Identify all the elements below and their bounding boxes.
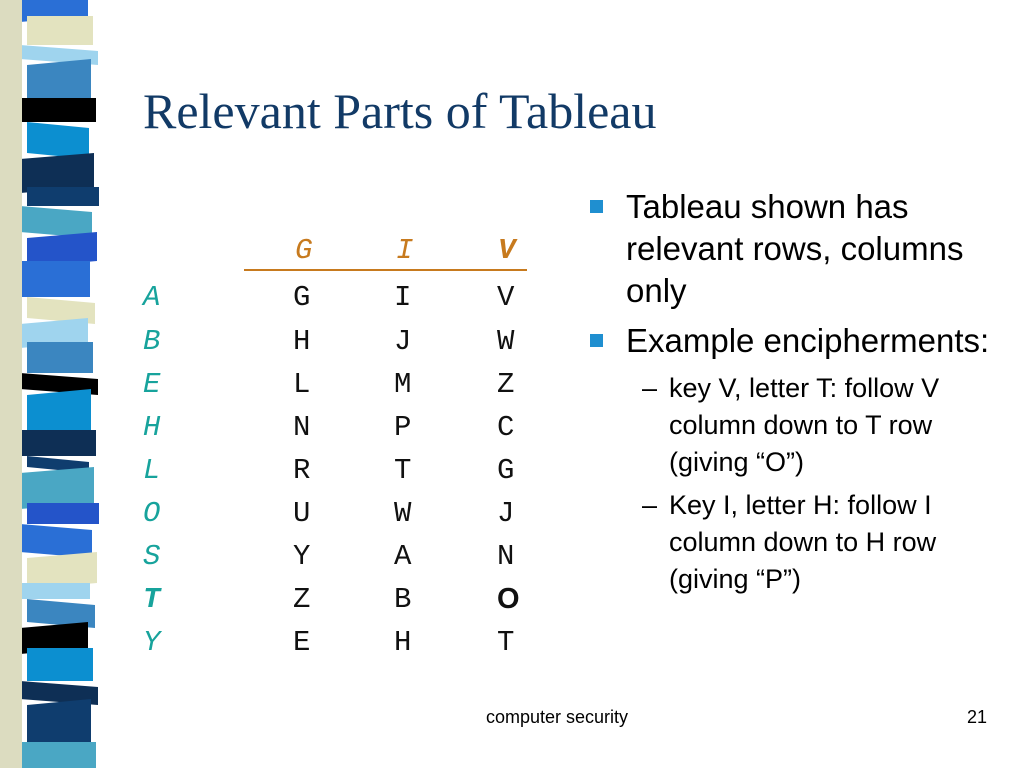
bullet-item [588,186,998,312]
table-cell: U [293,497,311,530]
column-header-g: G [295,234,313,267]
column-header-i: I [396,234,414,267]
table-cell: Z [497,368,515,401]
sub-bullet-item [588,487,998,598]
table-cell: V [497,281,515,314]
table-cell: R [293,454,311,487]
header-rule [244,269,527,271]
decorative-stripe [0,0,120,768]
sub-bullet-item [588,370,998,481]
row-key-e: E [143,368,161,401]
table-cell: B [394,583,412,616]
row-key-l: L [143,454,161,487]
table-cell: I [394,281,412,314]
table-cell: W [394,497,412,530]
table-cell: T [497,626,515,659]
table-cell: M [394,368,412,401]
row-key-y: Y [143,626,161,659]
dash-bullet-icon: – [642,373,658,403]
page-number: 21 [967,707,988,727]
column-header-v: V [498,234,516,267]
bullet-list [588,186,998,604]
table-cell: P [394,411,412,444]
table-cell: A [394,540,412,573]
table-cell: H [394,626,412,659]
table-cell: H [293,325,311,358]
bullet-item [588,320,998,362]
table-cell: E [293,626,311,659]
row-key-b: B [143,325,161,358]
table-cell: N [497,540,515,573]
bullet-text: Example encipherments: [626,322,990,359]
table-cell: J [394,325,412,358]
square-bullet-icon [590,200,603,213]
table-cell: L [293,368,311,401]
bullet-text: Tableau shown has relevant rows, columns only [626,188,964,309]
result-cell-o: O [497,583,520,615]
row-key-s: S [143,540,161,573]
table-cell: Y [293,540,311,573]
table-cell: J [497,497,515,530]
footer-text: computer security [486,707,629,727]
table-cell: C [497,411,515,444]
square-bullet-icon [590,334,603,347]
table-cell: W [497,325,515,358]
table-cell: N [293,411,311,444]
slide-title: Relevant Parts of Tableau [143,83,657,139]
row-key-t: T [143,583,161,616]
dash-bullet-icon: – [642,490,658,520]
row-key-h: H [143,411,161,444]
table-cell: T [394,454,412,487]
table-cell: Z [293,583,311,616]
row-key-o: O [143,497,161,530]
table-cell: G [497,454,515,487]
sub-bullet-text: key V, letter T: follow V column down to T row (giving “O”) [669,373,940,477]
sub-bullet-text: Key I, letter H: follow I column down to H row (giving “P”) [669,490,937,594]
table-cell: G [293,281,311,314]
row-key-a: A [143,281,161,314]
